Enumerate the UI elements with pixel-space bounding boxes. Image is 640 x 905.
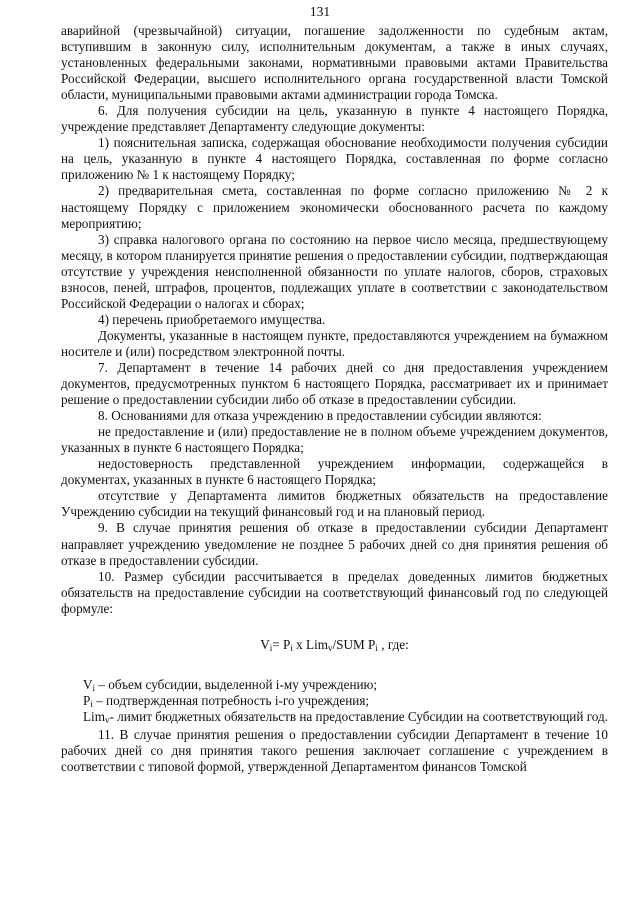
paragraph-docs-delivery: Документы, указанные в настоящем пункте, предоставляются учреждением на бумажном носителе и (или) посредством электронной почты. (61, 327, 608, 359)
paragraph-refusal-2: недостоверность представленной учреждением информации, содержащейся в документах, указанных в пункте 6 настоящего Порядка; (61, 456, 608, 488)
paragraph-continuation: аварийной (чрезвычайной) ситуации, погашение задолженности по судебным актам, вступившим в законную силу, исполнительным документам, а также в иных случаях, установленных федеральными законами, нормативными правовыми актами Правительства Российской Федерации, высшего исполнительного органа государственной власти Томской области, муниципальными правовыми актами администрации города Томска. (61, 23, 608, 103)
paragraph-refusal-1: не предоставление и (или) предоставление не в полном объеме учреждением документов, указанных в пункте 6 настоящего Порядка; (61, 424, 608, 456)
paragraph-item-6: 6. Для получения субсидии на цель, указанную в пункте 4 настоящего Порядка, учреждение представляет Департаменту следующие документы: (61, 103, 608, 135)
paragraph-doc-2: 2) предварительная смета, составленная по форме согласно приложению № 2 к настоящему Порядку с приложением экономически обоснованного расчета по каждому мероприятию; (61, 183, 608, 231)
paragraph-item-7: 7. Департамент в течение 14 рабочих дней со дня предоставления учреждением документов, предусмотренных пунктом 6 настоящего Порядка, рассматривает их и принимает решение о предоставлении субсидии либо об отказе в предоставлении субсидии. (61, 359, 608, 408)
document-body (61, 23, 608, 775)
page-number: 131 (309, 4, 331, 19)
paragraph-item-10: 10. Размер субсидии рассчитывается в пределах доведенных лимитов бюджетных обязательств на предоставление субсидии на соответствующий финансовый год по следующей формуле: (61, 568, 608, 616)
paragraph-doc-3: 3) справка налогового органа по состоянию на первое число месяца, предшествующему месяцу, в котором планируется принятие решения о предоставлении субсидии, подтверждающая отсутствие у учреждения неисполненной обязанности по уплате налогов, сборов, страховых взносов, пеней, штрафов, процентов, подлежащих уплате в соответствии с законодательством Российской Федерации о налогах и сборах; (61, 231, 608, 311)
paragraph-doc-4: 4) перечень приобретаемого имущества. (98, 311, 326, 327)
paragraph-item-11: 11. В случае принятия решения о предоставлении субсидии Департамент в течение 10 рабочих дней со дня принятия такого решения заключает соглашение с учреждением в соответствии с типовой формой, утвержденной Департаментом финансов Томской (61, 726, 608, 775)
paragraph-item-9: 9. В случае принятия решения об отказе в предоставлении субсидии Департамент направляет учреждению уведомление не позднее 5 рабочих дней со дня принятия решения об отказе в предоставлении субсидии. (61, 520, 608, 568)
subsidy-formula: $V_i= P_i$ x Lim$_v$/SUM $P_i$ , где: (260, 636, 409, 653)
definition-pi: $P_i$ – подтвержденная потребность i-го учреждения; (83, 692, 370, 709)
definition-limv: Lim$_v$- лимит бюджетных обязательств на предоставление Субсидии на соответствующий год. (83, 708, 608, 725)
definition-vi: $V_i$ – объем субсидии, выделенной i-му учреждению; (83, 676, 378, 693)
paragraph-doc-1: 1) пояснительная записка, содержащая обоснование необходимости получения субсидии на цель, указанную в пункте 4 настоящего Порядка, составленная по форме согласно приложению № 1 к настоящему Порядку; (61, 135, 608, 183)
paragraph-refusal-3: отсутствие у Департамента лимитов бюджетных обязательств на предоставление Учреждению субсидии на текущий финансовый год и на плановый период. (61, 488, 608, 520)
paragraph-item-8: 8. Основаниями для отказа учреждению в предоставлении субсидии являются: (98, 408, 542, 424)
